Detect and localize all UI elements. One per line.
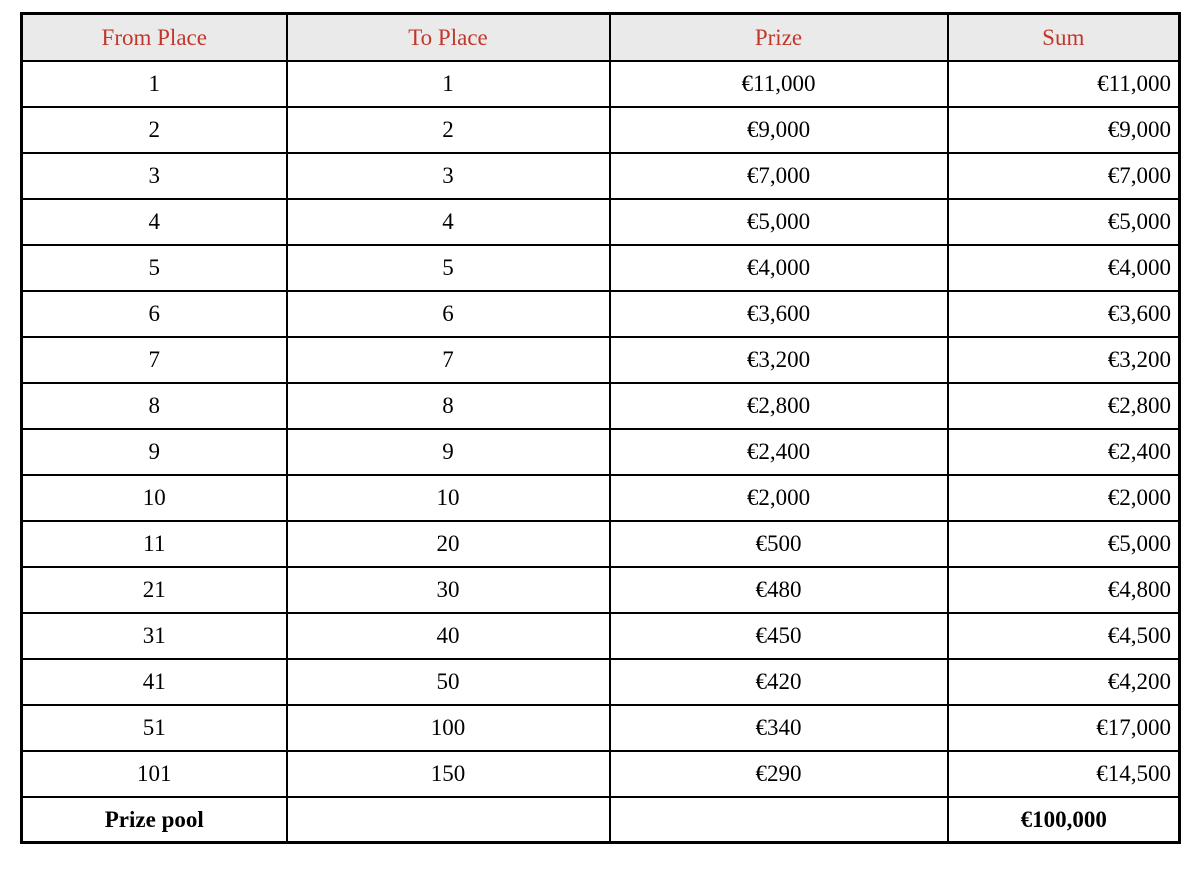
- table-row: [22, 337, 1180, 383]
- table-row: [22, 61, 1180, 107]
- cell-sum: €4,500: [948, 613, 1180, 659]
- table-row: [22, 107, 1180, 153]
- cell-from: 1: [22, 61, 287, 107]
- cell-from: 21: [22, 567, 287, 613]
- cell-from: 4: [22, 199, 287, 245]
- table-row: [22, 521, 1180, 567]
- cell-prize: €480: [610, 567, 948, 613]
- cell-to: 5: [287, 245, 610, 291]
- cell-to: 6: [287, 291, 610, 337]
- cell-prize: €290: [610, 751, 948, 797]
- cell-prize: €340: [610, 705, 948, 751]
- table-row: [22, 751, 1180, 797]
- cell-from: 6: [22, 291, 287, 337]
- cell-sum: €5,000: [948, 199, 1180, 245]
- cell-prize: €500: [610, 521, 948, 567]
- cell-to: 100: [287, 705, 610, 751]
- cell-to: 2: [287, 107, 610, 153]
- prize-pool-empty-cell: [287, 797, 610, 843]
- cell-prize: €4,000: [610, 245, 948, 291]
- cell-sum: €2,000: [948, 475, 1180, 521]
- cell-prize: €2,400: [610, 429, 948, 475]
- cell-from: 8: [22, 383, 287, 429]
- col-header-sum: Sum: [948, 14, 1180, 61]
- cell-to: 9: [287, 429, 610, 475]
- table-row: [22, 245, 1180, 291]
- cell-sum: €4,800: [948, 567, 1180, 613]
- cell-to: 30: [287, 567, 610, 613]
- cell-to: 8: [287, 383, 610, 429]
- cell-to: 150: [287, 751, 610, 797]
- table-row: [22, 291, 1180, 337]
- cell-sum: €2,400: [948, 429, 1180, 475]
- table-row: [22, 659, 1180, 705]
- table-row: [22, 199, 1180, 245]
- cell-sum: €3,200: [948, 337, 1180, 383]
- col-header-prize: Prize: [610, 14, 948, 61]
- table-row: [22, 383, 1180, 429]
- cell-from: 3: [22, 153, 287, 199]
- cell-to: 50: [287, 659, 610, 705]
- prize-pool-row: [22, 797, 1180, 843]
- cell-to: 40: [287, 613, 610, 659]
- cell-prize: €5,000: [610, 199, 948, 245]
- cell-from: 11: [22, 521, 287, 567]
- cell-from: 7: [22, 337, 287, 383]
- cell-to: 20: [287, 521, 610, 567]
- cell-to: 4: [287, 199, 610, 245]
- cell-prize: €11,000: [610, 61, 948, 107]
- prize-structure-table: [20, 12, 1181, 844]
- prize-table-body: [22, 61, 1180, 797]
- cell-sum: €4,000: [948, 245, 1180, 291]
- cell-prize: €3,200: [610, 337, 948, 383]
- cell-prize: €7,000: [610, 153, 948, 199]
- cell-sum: €3,600: [948, 291, 1180, 337]
- table-row: [22, 475, 1180, 521]
- cell-to: 7: [287, 337, 610, 383]
- cell-from: 101: [22, 751, 287, 797]
- cell-from: 41: [22, 659, 287, 705]
- cell-from: 51: [22, 705, 287, 751]
- cell-sum: €17,000: [948, 705, 1180, 751]
- table-row: [22, 153, 1180, 199]
- col-header-from-place: From Place: [22, 14, 287, 61]
- cell-to: 1: [287, 61, 610, 107]
- cell-from: 10: [22, 475, 287, 521]
- cell-sum: €9,000: [948, 107, 1180, 153]
- cell-prize: €450: [610, 613, 948, 659]
- cell-prize: €9,000: [610, 107, 948, 153]
- cell-from: 5: [22, 245, 287, 291]
- prize-pool-total: €100,000: [948, 797, 1180, 843]
- cell-from: 9: [22, 429, 287, 475]
- cell-sum: €14,500: [948, 751, 1180, 797]
- cell-to: 10: [287, 475, 610, 521]
- cell-from: 31: [22, 613, 287, 659]
- cell-from: 2: [22, 107, 287, 153]
- cell-to: 3: [287, 153, 610, 199]
- header-row: [22, 14, 1180, 61]
- table-row: [22, 613, 1180, 659]
- cell-prize: €3,600: [610, 291, 948, 337]
- cell-sum: €7,000: [948, 153, 1180, 199]
- table-row: [22, 705, 1180, 751]
- table-row: [22, 429, 1180, 475]
- cell-sum: €2,800: [948, 383, 1180, 429]
- prize-pool-empty-cell: [610, 797, 948, 843]
- prize-pool-label: Prize pool: [22, 797, 287, 843]
- cell-prize: €420: [610, 659, 948, 705]
- table-row: [22, 567, 1180, 613]
- cell-sum: €11,000: [948, 61, 1180, 107]
- col-header-to-place: To Place: [287, 14, 610, 61]
- cell-prize: €2,000: [610, 475, 948, 521]
- cell-sum: €4,200: [948, 659, 1180, 705]
- cell-prize: €2,800: [610, 383, 948, 429]
- cell-sum: €5,000: [948, 521, 1180, 567]
